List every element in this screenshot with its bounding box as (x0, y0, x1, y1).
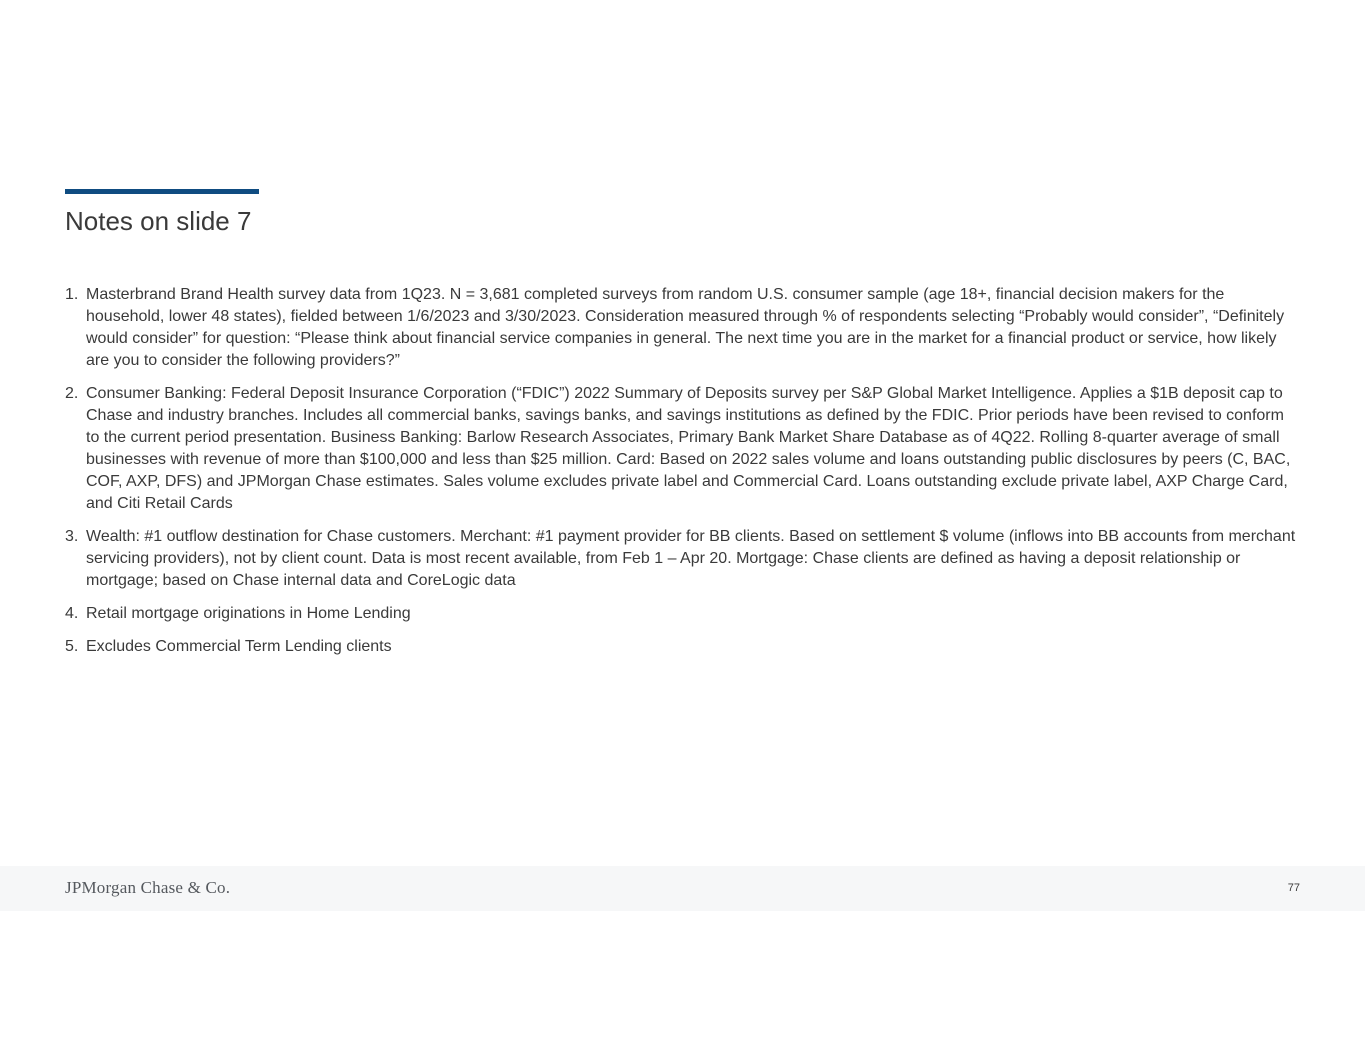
page-number: 77 (1287, 882, 1300, 894)
note-text: Wealth: #1 outflow destination for Chase customers. Merchant: #1 payment provider for BB clients. Based on settlement $ volume (inflows into BB accounts from merchant servicing providers), not by client count. Data is most recent available, from Feb 1 – Apr 20. Mortgage: Chase clients are defined as having a deposit relationship or mortgage; based on Chase internal data and CoreLogic data (86, 528, 1296, 589)
note-item-5 (65, 636, 1301, 658)
notes-list (65, 284, 1301, 669)
note-number: 4. (65, 605, 79, 622)
note-text: Excludes Commercial Term Lending clients (86, 638, 392, 655)
page-title: Notes on slide 7 (65, 206, 252, 236)
note-text: Consumer Banking: Federal Deposit Insurance Corporation (“FDIC”) 2022 Summary of Deposits survey per S&P Global Market Intelligence. Applies a $1B deposit cap to Chase and industry branches. Includes all commercial banks, savings banks, and savings institutions as defined by the FDIC. Prior periods have been revised to conform to the current period presentation. Business Banking: Barlow Research Associates, Primary Bank Market Share Database as of 4Q22. Rolling 8-quarter average of small businesses with revenue of more than $100,000 and less than $25 million. Card: Based on 2022 sales volume and loans outstanding public disclosures by peers (C, BAC, COF, AXP, DFS) and JPMorgan Chase estimates. Sales volume excludes private label and Commercial Card. Loans outstanding exclude private label, AXP Charge Card, and Citi Retail Cards (86, 385, 1291, 512)
note-number: 1. (65, 286, 79, 303)
note-item-4 (65, 603, 1301, 625)
note-number: 3. (65, 528, 79, 545)
note-number: 5. (65, 638, 79, 655)
note-item-1 (65, 284, 1301, 372)
note-item-3 (65, 526, 1301, 592)
note-text: Retail mortgage originations in Home Lending (86, 605, 411, 622)
footer-bar (0, 866, 1365, 911)
title-accent-bar (65, 189, 259, 194)
company-logo: JPMorgan Chase & Co. (65, 878, 231, 897)
note-number: 2. (65, 385, 79, 402)
note-text: Masterbrand Brand Health survey data from 1Q23. N = 3,681 completed surveys from random U.S. consumer sample (age 18+, financial decision makers for the household, lower 48 states), fielded between 1/6/2023 and 3/30/2023. Consideration measured through % of respondents selecting “Probably would consider”, “Definitely would consider” for question: “Please think about financial service companies in general. The next time you are in the market for a financial product or service, how likely are you to consider the following providers?” (86, 286, 1285, 369)
note-item-2 (65, 383, 1301, 515)
